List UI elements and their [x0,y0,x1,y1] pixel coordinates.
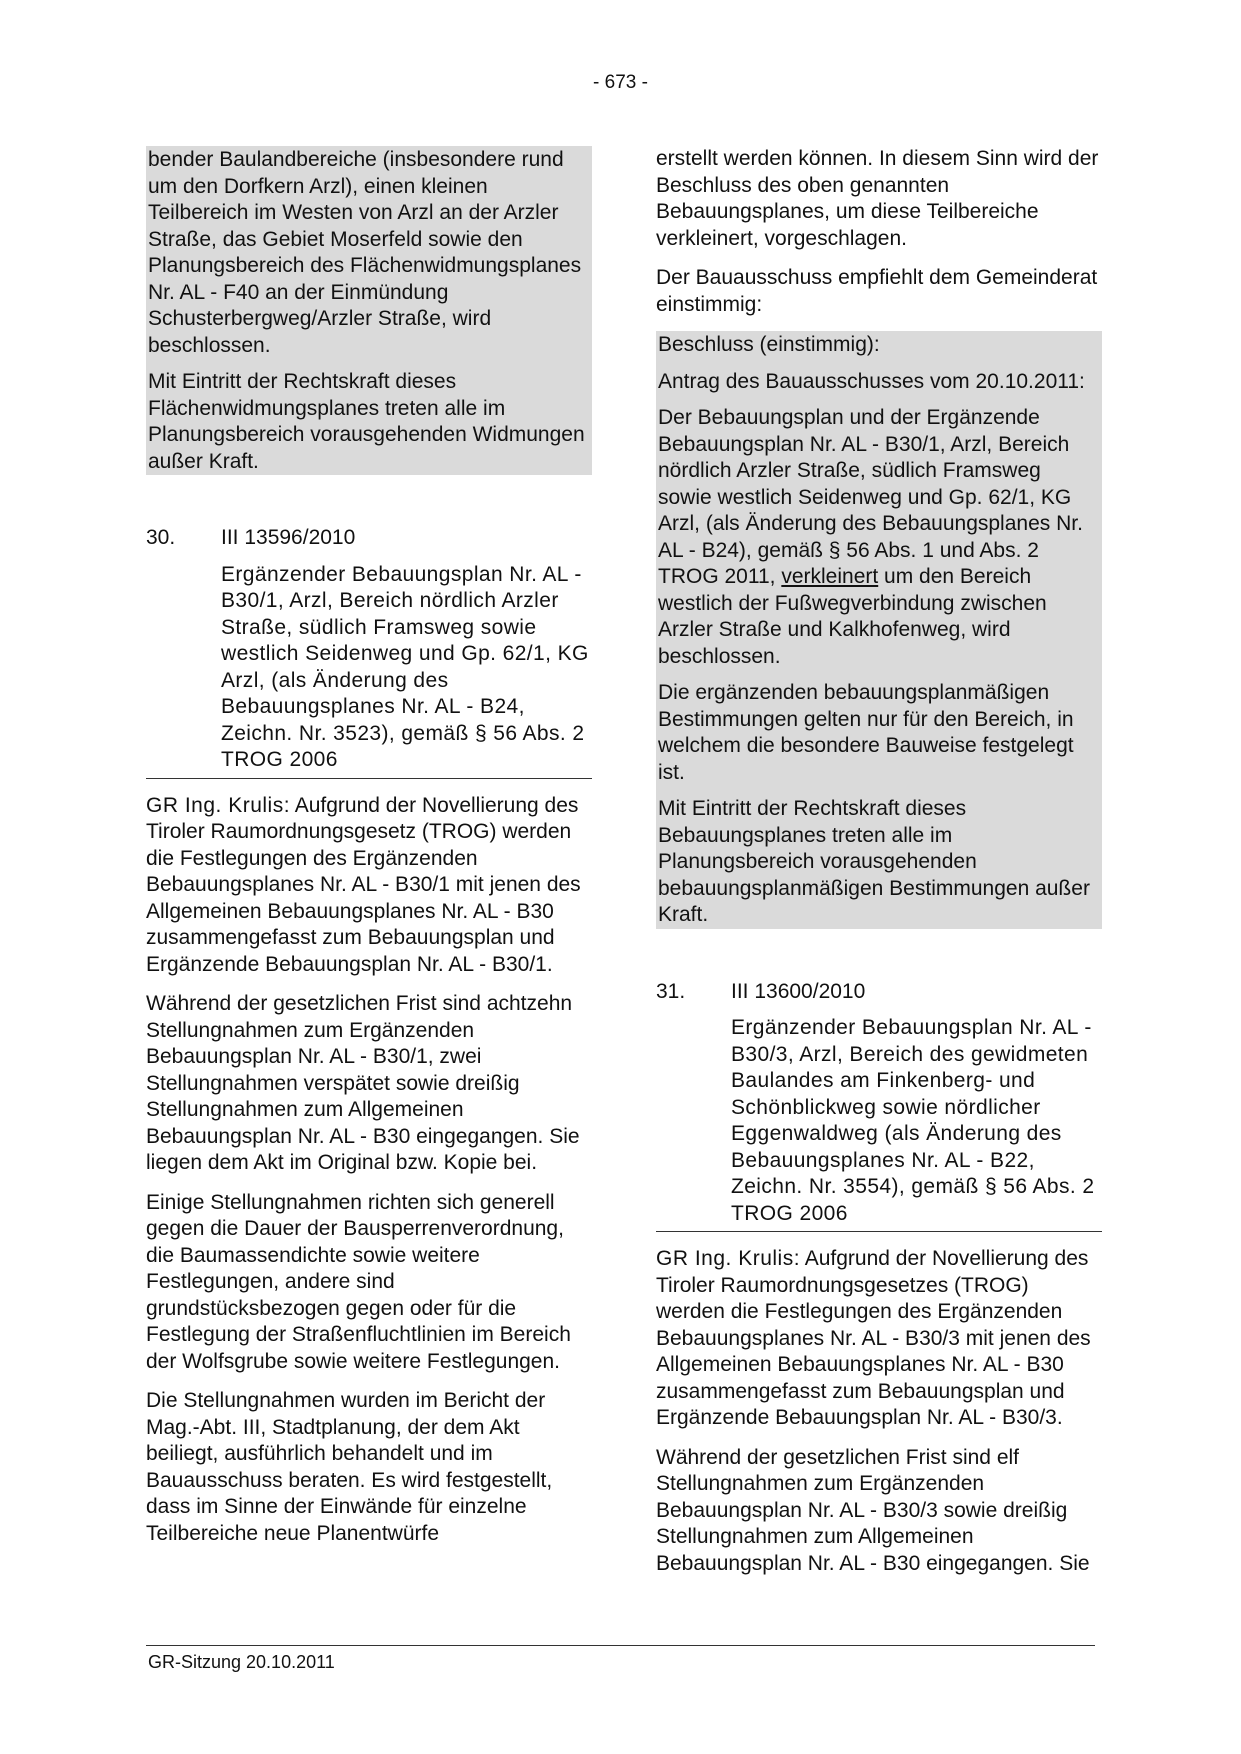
body-paragraph: Die Stellungnahmen wurden im Bericht der Mag.-Abt. III, Stadtplanung, der dem Akt beiliegt, ausführlich behandelt und im Bauausschuss beraten. Es wird festgestellt, dass im Sinne der Einwände für einzelne Teilbereiche neue Planentwürfe [146,1389,553,1545]
resolution-text: Der Bebauungsplan und der Ergänzende Bebauungsplan Nr. AL - B30/1, Arzl, Bereich nördlich Arzler Straße, südlich Framsweg sowie westlich Seidenweg und Gp. 62/1, KG Arzl, (als Änderung des Bebauungsplanes Nr. AL - B24), gemäß § 56 Abs. 1 und Abs. 2 TROG 2011, verkleinert um den Bereich westlich der Fußwegverbindung zwischen Arzler Straße und Kalkhofenweg, wird beschlossen. [658,406,1083,668]
item-title: Ergänzender Bebauungsplan Nr. AL - B30/1, Arzl, Bereich nördlich Arzler Straße, südlich Framsweg sowie westlich Seidenweg und Gp. 62/1, KG Arzl, (als Änderung des Bebauungsplanes Nr. AL - B24, Zeichn. Nr. 3523), gemäß § 56 Abs. 2 TROG 2006 [221,562,589,771]
resolution-box-left [146,146,592,475]
resolution-heading: Beschluss (einstimmig): [658,333,880,356]
speaker-name: GR Ing. Krulis: [656,1247,801,1270]
item-title: Ergänzender Bebauungsplan Nr. AL - B30/3, Arzl, Bereich des gewidmeten Baulandes am Finkenberg- und Schönblickweg sowie nördlicher Eggenwaldweg (als Änderung des Bebauungsplanes Nr. AL - B22, Zeichn. Nr. 3554), gemäß § 56 Abs. 2 TROG 2006 [731,1016,1095,1225]
speaker-paragraph [656,1246,1102,1432]
agenda-item-30 [146,525,592,552]
speaker-text: Aufgrund der Novellierung des Tiroler Raumordnungsgesetz (TROG) werden die Festlegungen des Ergänzenden Bebauungsplanes Nr. AL - B30/1 mit jenen des Allgemeinen Bebauungsplanes Nr. AL - B30 zusammengefasst zum Bebauungsplan und Ergänzende Bebauungsplan Nr. AL - B30/1. [146,793,581,976]
body-paragraph: Während der gesetzlichen Frist sind elf Stellungnahmen zum Ergänzenden Bebauungsplan Nr. AL - B30/3 sowie dreißig Stellungnahmen zum Allgemeinen Bebauungsplan Nr. AL - B30 eingegangen. Sie [656,1445,1090,1575]
agenda-item-31 [656,979,1102,1006]
divider [146,778,592,779]
resolution-text: Mit Eintritt der Rechtskraft dieses Flächenwidmungsplanes treten alle im Planungsbereich vorausgehenden Widmungen außer Kraft. [148,370,585,473]
speaker-name: GR Ing. Krulis: [146,793,291,817]
item-reference: III 13596/2010 [221,526,356,549]
footer-divider [146,1645,1095,1646]
body-paragraph: erstellt werden können. In diesem Sinn wird der Beschluss des oben genannten Bebauungsplanes, um diese Teilbereiche verkleinert, vorgeschlagen. [656,147,1099,250]
resolution-box-right [656,331,1102,929]
resolution-text: bender Baulandbereiche (insbesondere rund um den Dorfkern Arzl), einen kleinen Teilbereich im Westen von Arzl an der Arzler Straße, das Gebiet Moserfeld sowie den Planungsbereich des Flächenwidmungsplanes Nr. AL - F40 an der Einmündung Schusterbergweg/Arzler Straße, wird beschlossen. [148,148,582,357]
body-paragraph: Einige Stellungnahmen richten sich generell gegen die Dauer der Bausperrenverordnung, die Baumassendichte sowie weitere Festlegungen, andere sind grundstücksbezogen gegen oder für die Festlegung der Straßenfluchtlinien im Bereich der Wolfsgrube sowie weitere Festlegungen. [146,1190,571,1373]
item-number: 30. [146,526,176,549]
item-number: 31. [656,979,686,1003]
resolution-text: Mit Eintritt der Rechtskraft dieses Bebauungsplanes treten alle im Planungsbereich vorausgehenden bebauungsplanmäßigen Bestimmungen außer Kraft. [658,797,1090,926]
resolution-motion: Antrag des Bauausschusses vom 20.10.2011: [658,369,1085,393]
underlined-word: verkleinert [781,565,879,588]
item-reference: III 13600/2010 [731,979,866,1003]
body-paragraph: Der Bauausschuss empfiehlt dem Gemeinderat einstimmig: [656,266,1098,316]
left-column [146,146,592,1560]
right-column [656,146,1102,1590]
speaker-text: Aufgrund der Novellierung des Tiroler Raumordnungsgesetzes (TROG) werden die Festlegungen des Ergänzenden Bebauungsplanes Nr. AL - B30/3 mit jenen des Allgemeinen Bebauungsplanes Nr. AL - B30 zusammengefasst zum Bebauungsplan und Ergänzende Bebauungsplan Nr. AL - B30/3. [656,1247,1091,1429]
footer-session-date: GR-Sitzung 20.10.2011 [148,1652,335,1672]
speaker-paragraph [146,793,592,979]
page-number: - 673 - [593,72,648,93]
body-paragraph: Während der gesetzlichen Frist sind achtzehn Stellungnahmen zum Ergänzenden Bebauungsplan Nr. AL - B30/1, zwei Stellungnahmen verspätet sowie dreißig Stellungnahmen zum Allgemeinen Bebauungsplan Nr. AL - B30 eingegangen. Sie liegen dem Akt im Original bzw. Kopie bei. [146,992,580,1174]
divider [656,1231,1102,1232]
resolution-text: Die ergänzenden bebauungsplanmäßigen Bestimmungen gelten nur für den Bereich, in welchem die besondere Bauweise festgelegt ist. [658,681,1074,784]
